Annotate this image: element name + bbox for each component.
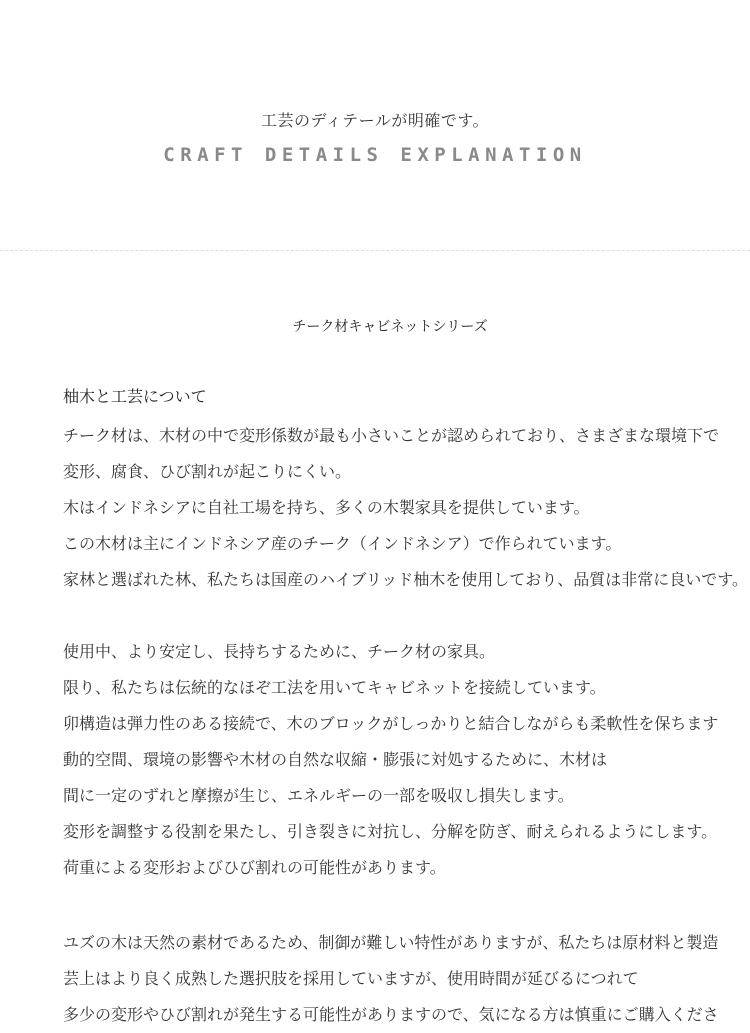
paragraph-line: 動的空間、環境の影響や木材の自然な収縮・膨張に対処するために、木材は: [63, 750, 608, 769]
paragraph-line: 芸上はより良く成熟した選択肢を採用していますが、使用時間が延びるにつれて: [63, 969, 639, 988]
dashed-divider: [0, 250, 750, 251]
series-title: チーク材キャビネットシリーズ: [292, 319, 488, 335]
paragraph-teak-properties: [63, 418, 750, 598]
paragraph-line: 多少の変形やひび割れが発生する可能性がありますので、気になる方は慎重にご購入くださ: [63, 1005, 719, 1024]
header-title-en: CRAFT DETAILS EXPLANATION: [163, 144, 587, 166]
paragraph-line: 荷重による変形およびひび割れの可能性があります。: [63, 858, 446, 877]
paragraph-line: 使用中、より安定し、長持ちするために、チーク材の家具。: [63, 642, 496, 661]
paragraph-line: 家林と選ばれた林、私たちは国産のハイブリッド柚木を使用しており、品質は非常に良いです。: [63, 570, 748, 589]
paragraph-line: 変形を調整する役割を果たし、引き裂きに対抗し、分解を防ぎ、耐えられるようにします。: [63, 822, 718, 841]
paragraph-line: 木はインドネシアに自社工場を持ち、多くの木製家具を提供しています。: [63, 498, 590, 517]
paragraph-line: ユズの木は天然の素材であるため、制御が難しい特性がありますが、私たちは原材料と製造: [63, 933, 719, 952]
paragraph-line: 変形、腐食、ひび割れが起こりにくい。: [63, 462, 352, 481]
header-section: [0, 0, 750, 250]
paragraph-line: 間に一定のずれと摩擦が生じ、エネルギーの一部を吸収し損失します。: [63, 786, 574, 805]
section-heading: 柚木と工芸について: [63, 387, 207, 406]
paragraph-caution: [63, 925, 750, 1033]
paragraph-line: チーク材は、木材の中で変形係数が最も小さいことが認められており、さまざまな環境下で: [63, 426, 720, 445]
paragraph-line: 卯構造は弾力性のある接続で、木のブロックがしっかりと結合しながらも柔軟性を保ちます: [63, 714, 719, 733]
paragraph-line: この木材は主にインドネシア産のチーク（インドネシア）で作られています。: [63, 534, 622, 553]
paragraph-line: 限り、私たちは伝統的なほぞ工法を用いてキャビネットを接続しています。: [63, 678, 606, 697]
paragraph-joinery: [63, 634, 750, 886]
header-title-jp: 工芸のディテールが明確です。: [260, 111, 490, 130]
